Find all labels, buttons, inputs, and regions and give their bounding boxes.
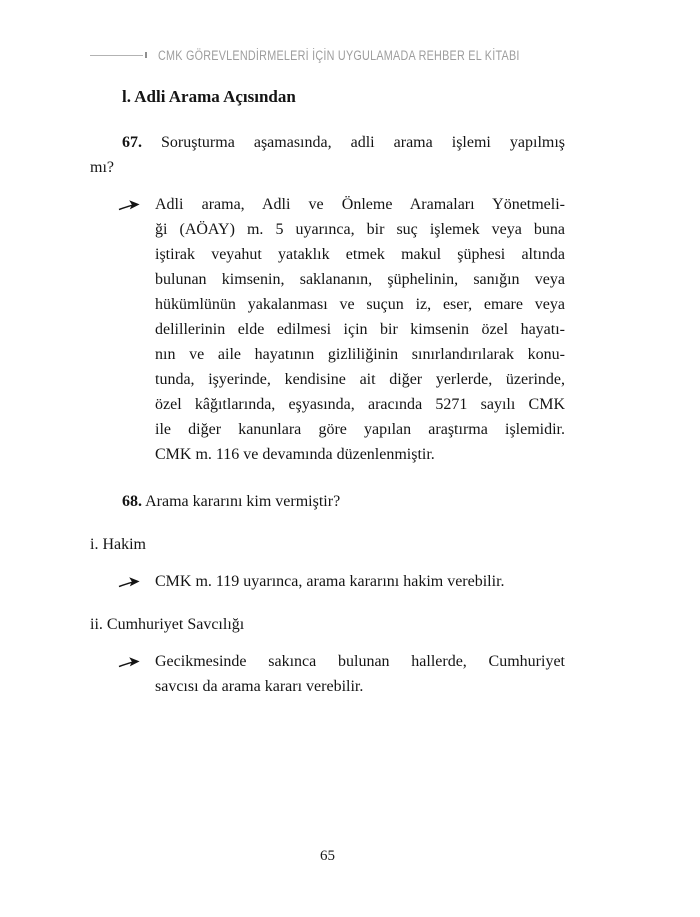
- answer-savcilik-text: Gecikmesinde sakınca bulunan hallerde, Cumhuriyet savcısı da arama kararı verebilir.: [155, 653, 565, 695]
- answer-hakim-text: CMK m. 119 uyarınca, arama kararını hakim verebilir.: [155, 573, 505, 590]
- question-67-number: 67.: [122, 134, 142, 151]
- answer-bullet-savcilik: [90, 649, 565, 699]
- answer-bullet-hakim: [90, 569, 565, 594]
- question-67-line2: mı?: [90, 159, 114, 176]
- question-68: [90, 489, 565, 514]
- question-67-text: Soruşturma aşamasında, adli arama işlemi yapılmış: [161, 134, 565, 151]
- running-header-title: CMK GÖREVLENDİRMELERİ İÇİN UYGULAMADA REHBER EL KİTABI: [157, 47, 520, 63]
- arrow-right-icon: [118, 655, 140, 669]
- page-number: 65: [320, 848, 335, 864]
- answer-bullet-67: [90, 192, 565, 467]
- answer-67-text: Adli arama, Adli ve Önleme Aramaları Yönetmeli- ği (AÖAY) m. 5 uyarınca, bir suç işlemek veya buna iştirak veyahut yataklık etmek makul şüphesi altında bulunan kimsenin, saklananın, şüphelinin, sanığın veya hükümlünün yakalanması ve suçun iz, eser, emare veya delillerinin elde edilmesi için bir kimsenin özel hayatı- nın ve aile hayatının gizliliğinin sınırlandırılarak konu- tunda, işyerinde, kendisine ait diğer yerlerde, üzerinde, özel kâğıtlarında, eşyasında, aracında 5271 sayılı CMK ile diğer kanunlara göre yapılan araştırma işlemidir. CMK m. 116 ve devamında düzenlenmiştir.: [155, 196, 565, 463]
- question-68-text: Arama kararını kim vermiştir?: [145, 493, 341, 510]
- arrow-right-icon: [118, 575, 140, 589]
- question-67-line1: [90, 130, 565, 155]
- subitem-cumhuriyet-savciligi: ii. Cumhuriyet Savcılığı: [90, 616, 245, 633]
- page-content: [90, 0, 565, 699]
- subitem-hakim: i. Hakim: [90, 536, 146, 553]
- arrow-right-icon: [118, 198, 140, 212]
- question-67: [90, 130, 565, 180]
- question-68-number: 68.: [122, 493, 142, 510]
- question-68-line1: [90, 489, 565, 514]
- section-heading: l. Adli Arama Açısından: [122, 87, 296, 106]
